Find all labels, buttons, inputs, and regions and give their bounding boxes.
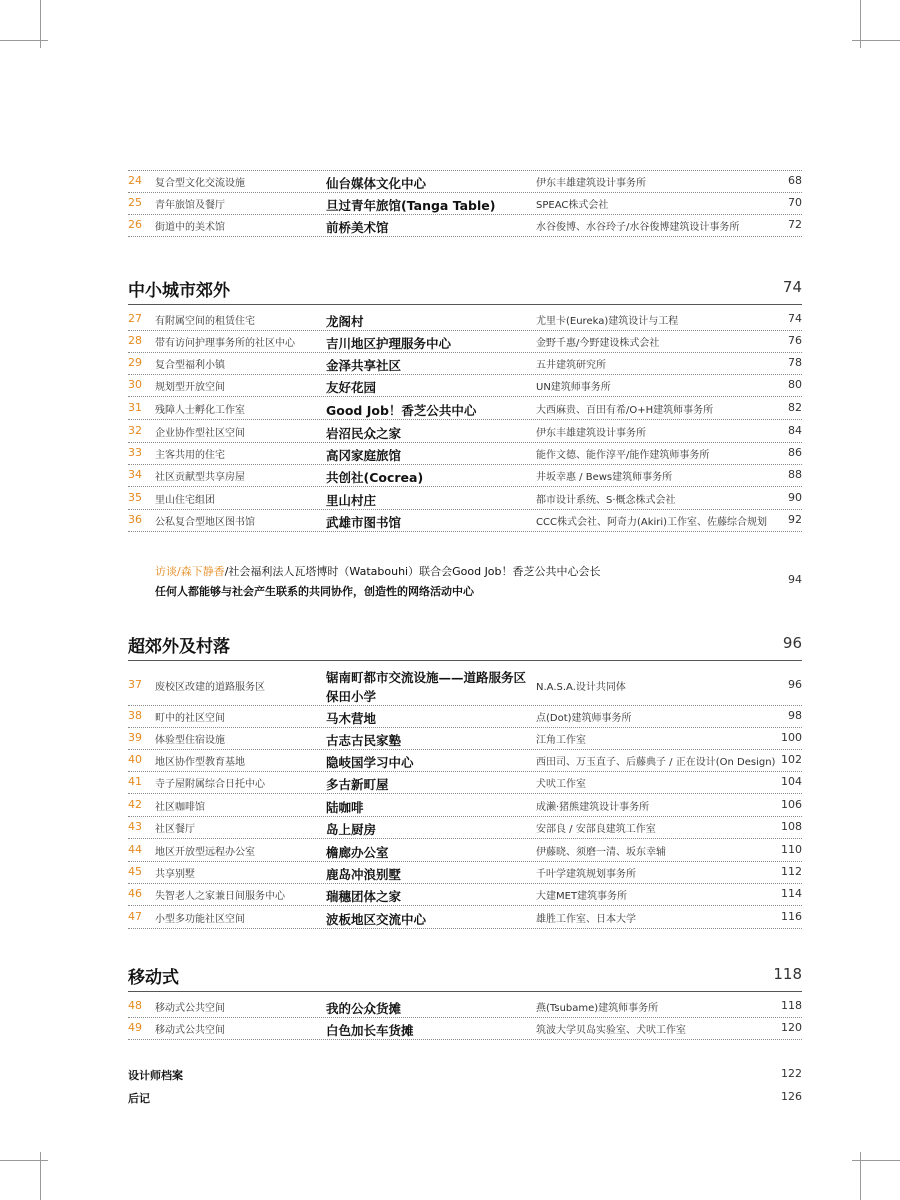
entry-category: 带有访问护理事务所的社区中心 (155, 338, 295, 349)
entry-name: 仙台媒体文化中心 (326, 176, 427, 191)
entry-category: 町中的社区空间 (155, 713, 225, 724)
entry-page: 98 (788, 709, 802, 722)
entry-architect: N.A.S.A.设计共同体 (536, 682, 626, 693)
entry-page: 118 (781, 999, 802, 1012)
afterword-page: 126 (781, 1090, 802, 1103)
entry-number: 36 (128, 513, 142, 526)
section-page: 118 (773, 965, 802, 983)
entry-page: 70 (788, 196, 802, 209)
entry-number: 38 (128, 709, 142, 722)
entry-name: 多古新町屋 (326, 777, 389, 792)
section-title: 超郊外及村落 (128, 637, 230, 657)
divider (128, 330, 802, 331)
entry-architect: 伊东丰雄建筑设计事务所 (536, 428, 646, 439)
divider (128, 352, 802, 353)
entry-category: 地区协作型教育基地 (155, 757, 245, 768)
entry-number: 29 (128, 356, 142, 369)
afterword-link[interactable]: 后记 (128, 1092, 150, 1105)
crop-mark (852, 40, 900, 41)
divider (128, 928, 802, 929)
entry-architect: 水谷俊博、水谷玲子/水谷俊博建筑设计事务所 (536, 222, 740, 233)
entry-page: 86 (788, 446, 802, 459)
entry-architect: 井坂幸惠 / Bews建筑师事务所 (536, 472, 673, 483)
entry-category: 复合型文化交流设施 (155, 178, 245, 189)
entry-category: 共享别墅 (155, 869, 195, 880)
entry-name: 金泽共享社区 (326, 358, 402, 373)
divider (128, 170, 802, 171)
entry-page: 114 (781, 887, 802, 900)
section-rule (128, 304, 802, 305)
divider (128, 883, 802, 884)
entry-architect: UN建筑师事务所 (536, 382, 611, 393)
entry-name: 前桥美术馆 (326, 220, 389, 235)
entry-number: 34 (128, 468, 142, 481)
divider (128, 771, 802, 772)
entry-architect: 燕(Tsubame)建筑师事务所 (536, 1003, 659, 1014)
entry-architect: 千叶学建筑规划事务所 (536, 869, 636, 880)
entry-number: 46 (128, 887, 142, 900)
divider (128, 442, 802, 443)
entry-architect: 伊东丰雄建筑设计事务所 (536, 178, 646, 189)
divider (128, 236, 802, 237)
entry-name: 白色加长车货摊 (326, 1023, 414, 1038)
entry-number: 25 (128, 196, 142, 209)
entry-number: 41 (128, 775, 142, 788)
entry-category: 移动式公共空间 (155, 1025, 225, 1036)
divider (128, 838, 802, 839)
entry-number: 28 (128, 334, 142, 347)
entry-architect: 成濑·猪熊建筑设计事务所 (536, 802, 650, 813)
entry-page: 88 (788, 468, 802, 481)
entry-architect: SPEAC株式会社 (536, 200, 609, 211)
entry-number: 48 (128, 999, 142, 1012)
divider (128, 749, 802, 750)
entry-page: 72 (788, 218, 802, 231)
entry-category: 里山住宅组团 (155, 495, 215, 506)
entry-category: 寺子屋附属综合日托中心 (155, 779, 265, 790)
entry-category: 有附属空间的租赁住宅 (155, 316, 255, 327)
entry-name: 高冈家庭旅馆 (326, 448, 402, 463)
interview-title[interactable] (155, 563, 601, 579)
divider (128, 793, 802, 794)
entry-number: 31 (128, 401, 142, 414)
entry-number: 49 (128, 1021, 142, 1034)
divider (128, 214, 802, 215)
toc-entry[interactable] (128, 668, 802, 704)
entry-category: 社区餐厅 (155, 824, 195, 835)
entry-name: 旦过青年旅馆(Tanga Table) (326, 198, 496, 213)
entry-category: 体验型住宿设施 (155, 735, 225, 746)
section-page: 74 (782, 278, 802, 296)
section-title: 中小城市郊外 (128, 281, 230, 301)
entry-name: 里山村庄 (326, 493, 377, 508)
entry-page: 116 (781, 910, 802, 923)
entry-page: 68 (788, 174, 802, 187)
interview-page: 94 (788, 573, 802, 586)
entry-page: 84 (788, 424, 802, 437)
entry-page: 120 (781, 1021, 802, 1034)
entry-name: 龙阁村 (326, 314, 364, 329)
entry-page: 100 (781, 731, 802, 744)
interview-prefix: 访谈/森下静香 (155, 565, 225, 578)
divider (128, 816, 802, 817)
entry-architect: 点(Dot)建筑师事务所 (536, 713, 632, 724)
crop-mark (852, 1160, 900, 1161)
divider (128, 727, 802, 728)
divider (128, 705, 802, 706)
entry-page: 92 (788, 513, 802, 526)
entry-architect: 都市设计系统、S·概念株式会社 (536, 495, 676, 506)
entry-name: 波板地区交流中心 (326, 912, 427, 927)
interview-subtitle: 任何人都能够与社会产生联系的共同协作，创造性的网络活动中心 (155, 585, 474, 598)
entry-architect: 西田司、万玉直子、后藤典子 / 正在设计(On Design) (536, 757, 776, 768)
entry-architect: 雄胜工作室、日本大学 (536, 914, 636, 925)
interview-rest: /社会福利法人瓦塔博时（Watabouhi）联合会Good Job！香芝公共中心会长 (224, 565, 601, 578)
entry-number: 26 (128, 218, 142, 231)
entry-category: 小型多功能社区空间 (155, 914, 245, 925)
entry-number: 35 (128, 491, 142, 504)
section-rule (128, 991, 802, 992)
entry-number: 47 (128, 910, 142, 923)
divider (128, 509, 802, 510)
entry-page: 104 (781, 775, 802, 788)
entry-architect: CCC株式会社、阿奇力(Akiri)工作室、佐藤综合规划 (536, 517, 768, 528)
crop-mark (0, 40, 48, 41)
entry-page: 112 (781, 865, 802, 878)
entry-category: 地区开放型远程办公室 (155, 847, 255, 858)
entry-architect: 金野千惠/今野建设株式会社 (536, 338, 660, 349)
entry-category: 复合型福利小镇 (155, 360, 225, 371)
divider (128, 905, 802, 906)
divider (128, 464, 802, 465)
entry-number: 43 (128, 820, 142, 833)
entry-category: 街道中的美术馆 (155, 222, 225, 233)
entry-name: 马木营地 (326, 711, 377, 726)
entry-name: 檐廊办公室 (326, 845, 389, 860)
entry-name: 隐岐国学习中心 (326, 755, 414, 770)
entry-architect: 大西麻贵、百田有希/O+H建筑师事务所 (536, 405, 714, 416)
entry-architect: 安部良 / 安部良建筑工作室 (536, 824, 656, 835)
entry-category: 主客共用的住宅 (155, 450, 225, 461)
entry-number: 42 (128, 798, 142, 811)
designer-profiles-page: 122 (781, 1067, 802, 1080)
entry-number: 24 (128, 174, 142, 187)
entry-category: 公私复合型地区图书馆 (155, 517, 255, 528)
divider (128, 374, 802, 375)
entry-page: 78 (788, 356, 802, 369)
entry-category: 失智老人之家兼日间服务中心 (155, 891, 285, 902)
entry-name: 我的公众货摊 (326, 1001, 402, 1016)
divider (128, 486, 802, 487)
entry-page: 102 (781, 753, 802, 766)
entry-architect: 筑波大学贝岛实验室、犬吠工作室 (536, 1025, 686, 1036)
entry-name: 吉川地区护理服务中心 (326, 336, 452, 351)
divider (128, 861, 802, 862)
entry-number: 32 (128, 424, 142, 437)
entry-name: 共创社(Cocrea) (326, 470, 424, 485)
entry-category: 青年旅馆及餐厅 (155, 200, 225, 211)
divider (128, 396, 802, 397)
entry-page: 74 (788, 312, 802, 325)
entry-name: 锯南町都市交流设施——道路服务区保田小学 (326, 670, 527, 704)
entry-category: 移动式公共空间 (155, 1003, 225, 1014)
entry-category: 残障人士孵化工作室 (155, 405, 245, 416)
entry-architect: 大建MET建筑事务所 (536, 891, 628, 902)
entry-category: 企业协作型社区空间 (155, 428, 245, 439)
entry-page: 110 (781, 843, 802, 856)
divider (128, 192, 802, 193)
entry-number: 33 (128, 446, 142, 459)
entry-page: 82 (788, 401, 802, 414)
entry-name: 武雄市图书馆 (326, 515, 402, 530)
entry-page: 106 (781, 798, 802, 811)
entry-architect: 伊藤晓、须磨一清、坂东幸辅 (536, 847, 666, 858)
entry-number: 40 (128, 753, 142, 766)
entry-architect: 五井建筑研究所 (536, 360, 606, 371)
entry-page: 80 (788, 378, 802, 391)
entry-category: 废校区改建的道路服务区 (155, 682, 265, 693)
entry-name: 瑞穗团体之家 (326, 889, 402, 904)
entry-number: 39 (128, 731, 142, 744)
entry-number: 27 (128, 312, 142, 325)
entry-name: 岩沼民众之家 (326, 426, 402, 441)
entry-architect: 江角工作室 (536, 735, 586, 746)
entry-number: 45 (128, 865, 142, 878)
entry-architect: 能作文德、能作淳平/能作建筑师事务所 (536, 450, 710, 461)
divider (128, 531, 802, 532)
divider (128, 1017, 802, 1018)
entry-name: 古志古民家塾 (326, 733, 402, 748)
entry-name: 陆咖啡 (326, 800, 364, 815)
entry-category: 社区咖啡馆 (155, 802, 205, 813)
divider (128, 419, 802, 420)
entry-number: 44 (128, 843, 142, 856)
entry-category: 规划型开放空间 (155, 382, 225, 393)
entry-page: 108 (781, 820, 802, 833)
designer-profiles-link[interactable]: 设计师档案 (128, 1069, 183, 1082)
entry-number: 30 (128, 378, 142, 391)
section-rule (128, 660, 802, 661)
entry-name: Good Job！香芝公共中心 (326, 403, 477, 418)
entry-page: 76 (788, 334, 802, 347)
section-title: 移动式 (128, 968, 179, 988)
entry-name: 岛上厨房 (326, 822, 377, 837)
entry-name: 友好花园 (326, 380, 377, 395)
entry-architect: 尤里卡(Eureka)建筑设计与工程 (536, 316, 679, 327)
entry-page: 90 (788, 491, 802, 504)
entry-name: 鹿岛冲浪别墅 (326, 867, 402, 882)
crop-mark (0, 1160, 48, 1161)
divider (128, 1039, 802, 1040)
entry-architect: 犬吠工作室 (536, 779, 586, 790)
section-page: 96 (782, 634, 802, 652)
entry-category: 社区贡献型共享房屋 (155, 472, 245, 483)
entry-page: 96 (788, 678, 802, 691)
entry-number: 37 (128, 678, 142, 691)
